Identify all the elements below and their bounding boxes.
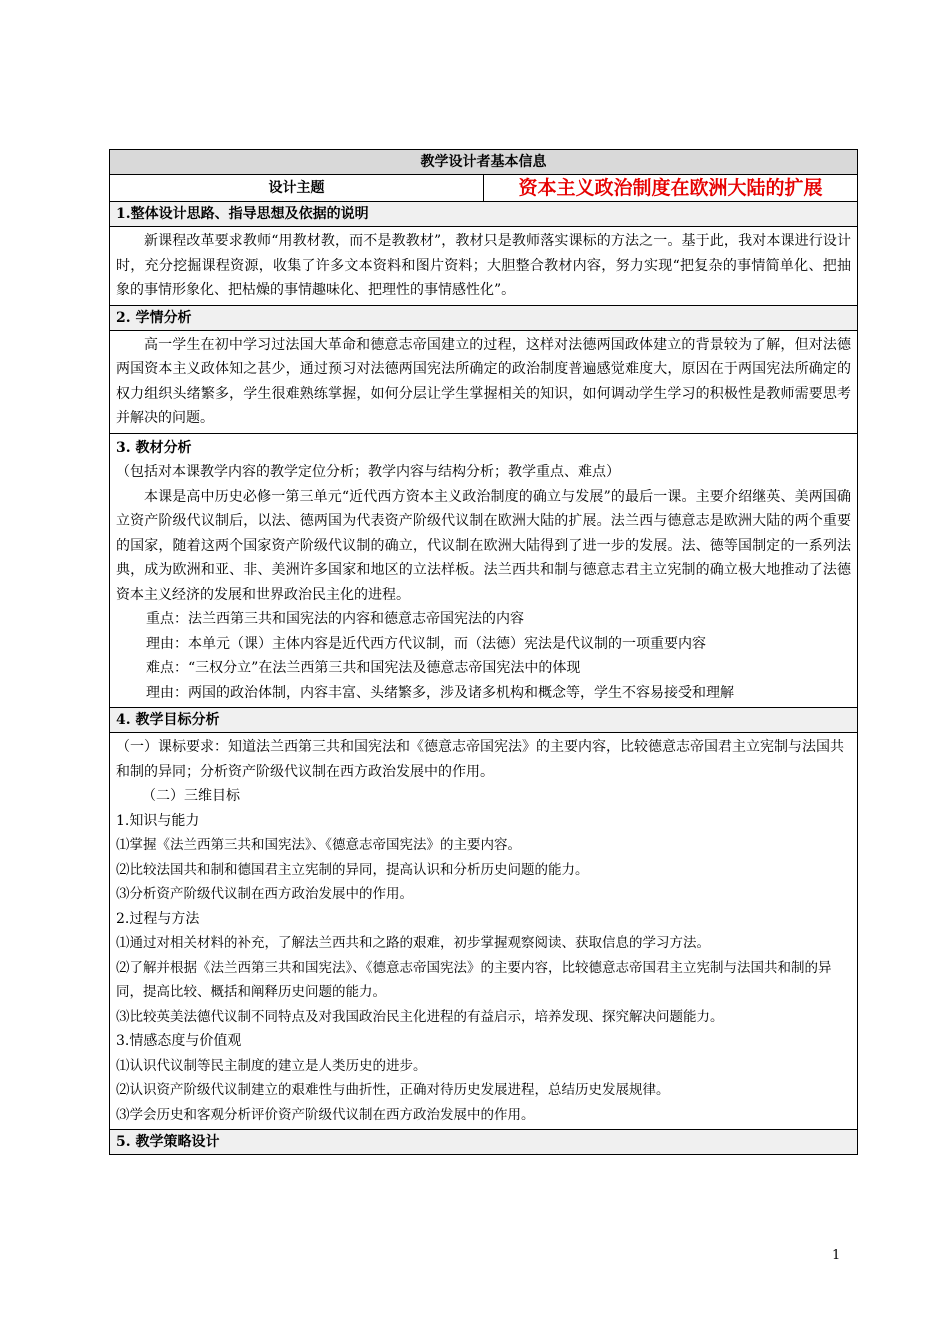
section-3-block [110, 433, 858, 708]
section-2-body [110, 330, 858, 433]
topic-label: 设计主题 [110, 175, 484, 202]
section-4-heading: 4. 教学目标分析 [110, 708, 858, 733]
key-point-reason: 理由：本单元（课）主体内容是近代西方代议制，而（法德）宪法是代议制的一项重要内容 [146, 635, 706, 652]
difficulty-reason: 理由：两国的政治体制，内容丰富、头绪繁多，涉及诸多机构和概念等，学生不容易接受和理解 [146, 684, 734, 701]
section-1-heading: 1.整体设计思路、指导思想及依据的说明 [110, 202, 858, 227]
section-1-paragraph: 新课程改革要求教师“用教材教，而不是教教材”，教材只是教师落实课标的方法之一。基于此，我对本课进行设计时，充分挖掘课程资源，收集了许多文本资料和图片资料；大胆整合教材内容，努力实现“把复杂的事情简单化、把抽象的事情形象化、把枯燥的事情趣味化、把理性的事情感性化”。 [116, 233, 851, 298]
emotion-title: 3.情感态度与价值观 [116, 1033, 242, 1049]
key-point: 重点：法兰西第三共和国宪法的内容和德意志帝国宪法的内容 [146, 611, 524, 627]
section-1-body [110, 227, 858, 306]
section-5-heading: 5. 教学策略设计 [110, 1130, 858, 1155]
emotion-item: ⑶学会历史和客观分析评价资产阶级代议制在西方政治发展中的作用。 [116, 1106, 535, 1123]
emotion-item: ⑵认识资产阶级代议制建立的艰难性与曲折性，正确对待历史发展进程，总结历史发展规律。 [116, 1082, 670, 1098]
section-4-body [110, 733, 858, 1130]
knowledge-item: ⑴掌握《法兰西第三共和国宪法》、《德意志帝国宪法》的主要内容。 [116, 837, 521, 853]
three-dimension-title: （二）三维目标 [142, 788, 240, 804]
knowledge-item: ⑶分析资产阶级代议制在西方政治发展中的作用。 [116, 886, 413, 902]
knowledge-title: 1.知识与能力 [116, 812, 200, 829]
section-3-paragraph: 本课是高中历史必修一第三单元“近代西方资本主义政治制度的确立与发展”的最后一课。主要介绍继英、美两国确立资产阶级代议制后，以法、德两国为代表资产阶级代议制在欧洲大陆的扩展。法兰西与德意志是欧洲大陆的两个重要的国家，随着这两个国家资产阶级代议制的确立，代议制在欧洲大陆得到了进一步的发展。法、德等国制定的一系列法典，成为欧洲和亚、非、美洲许多国家和地区的立法样板。法兰西共和制与德意志君主立宪制的确立极大地推动了法德资本主义经济的发展和世界政治民主化的进程。 [116, 488, 851, 603]
section-3-heading: 3. 教材分析 [116, 439, 192, 456]
section-2-paragraph: 高一学生在初中学习过法国大革命和德意志帝国建立的过程，这样对法德两国政体建立的背景较为了解，但对法德两国资本主义政体知之甚少，通过预习对法德两国宪法所确定的政治制度普遍感觉难度大，原因在于两国宪法所确定的权力组织头绪繁多，学生很难熟练掌握，如何分层让学生掌握相关的知识，如何调动学生学习的积极性是教师需要思考并解决的问题。 [116, 336, 851, 426]
process-title: 2.过程与方法 [116, 910, 200, 927]
knowledge-item: ⑵比较法国共和制和德国君主立宪制的异同，提高认识和分析历史问题的能力。 [116, 861, 589, 878]
emotion-item: ⑴认识代议制等民主制度的建立是人类历史的进步。 [116, 1057, 427, 1074]
lesson-design-table [109, 149, 858, 1155]
process-item: ⑶比较英美法德代议制不同特点及对我国政治民主化进程的有益启示，培养发现、探究解决问题能力。 [116, 1008, 724, 1025]
table-header: 教学设计者基本信息 [110, 150, 858, 175]
page-number: 1 [832, 1248, 841, 1263]
topic-value: 资本主义政治制度在欧洲大陆的扩展 [484, 175, 858, 202]
process-item: ⑵了解并根据《法兰西第三共和国宪法》、《德意志帝国宪法》的主要内容，比较德意志帝国君主立宪制与法国共和制的异同，提高比较、概括和阐释历史问题的能力。 [116, 959, 832, 1000]
section-3-note: （包括对本课教学内容的教学定位分析；教学内容与结构分析；教学重点、难点） [116, 464, 620, 480]
difficulty: 难点：“三权分立”在法兰西第三共和国宪法及德意志帝国宪法中的体现 [146, 660, 581, 676]
curriculum-standard: （一）课标要求：知道法兰西第三共和国宪法和《德意志帝国宪法》的主要内容，比较德意志帝国君主立宪制与法国共和制的异同；分析资产阶级代议制在西方政治发展中的作用。 [116, 739, 844, 780]
process-item: ⑴通过对相关材料的补充，了解法兰西共和之路的艰难，初步掌握观察阅读、获取信息的学习方法。 [116, 935, 710, 951]
section-2-heading: 2. 学情分析 [110, 305, 858, 330]
